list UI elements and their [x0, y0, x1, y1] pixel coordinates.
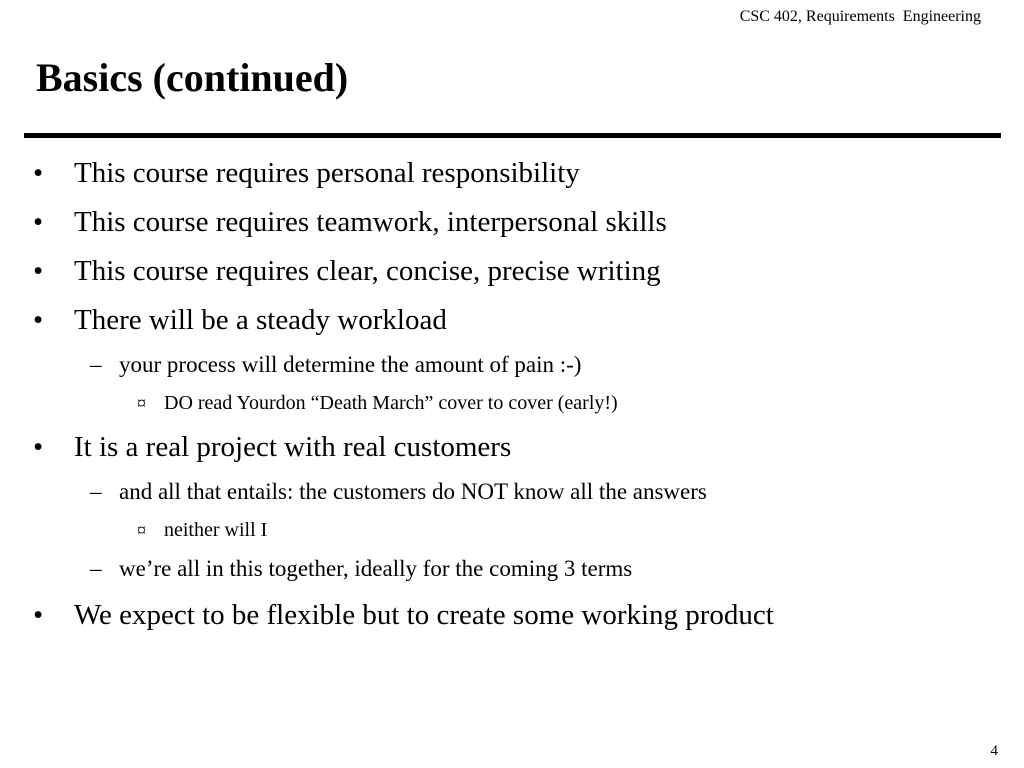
bullet-text: There will be a steady workload: [74, 304, 447, 336]
sub-bullet-text: your process will determine the amount of pain :-): [119, 352, 582, 377]
bullet-marker: •: [33, 157, 44, 189]
bullet-text: It is a real project with real customers: [74, 431, 512, 463]
sub-sub-bullet-text: neither will I: [164, 519, 268, 541]
currency-marker: ¤: [137, 393, 146, 413]
sub-bullet-text: and all that entails: the customers do NOT know all the answers: [119, 479, 707, 504]
dash-marker: –: [90, 556, 102, 581]
sub-bullet-text: we’re all in this together, ideally for the coming 3 terms: [119, 556, 633, 581]
page-number: 4: [990, 743, 998, 759]
dash-marker: –: [90, 479, 102, 504]
bullet-text: We expect to be flexible but to create some working product: [74, 599, 774, 631]
bullet-marker: •: [33, 304, 44, 336]
bullet-marker: •: [33, 431, 44, 463]
bullet-text: This course requires teamwork, interpersonal skills: [74, 206, 667, 238]
bullet-marker: •: [33, 206, 44, 238]
bullet-text: This course requires personal responsibility: [74, 157, 580, 189]
dash-marker: –: [90, 352, 102, 377]
bullet-marker: •: [33, 255, 44, 287]
slide-title: Basics (continued): [36, 55, 349, 100]
sub-sub-bullet-text: DO read Yourdon “Death March” cover to cover (early!): [164, 392, 618, 414]
currency-marker: ¤: [137, 520, 146, 540]
course-header: CSC 402, Requirements Engineering: [739, 8, 981, 25]
bullet-marker: •: [33, 599, 44, 631]
bullet-text: This course requires clear, concise, precise writing: [74, 255, 661, 287]
